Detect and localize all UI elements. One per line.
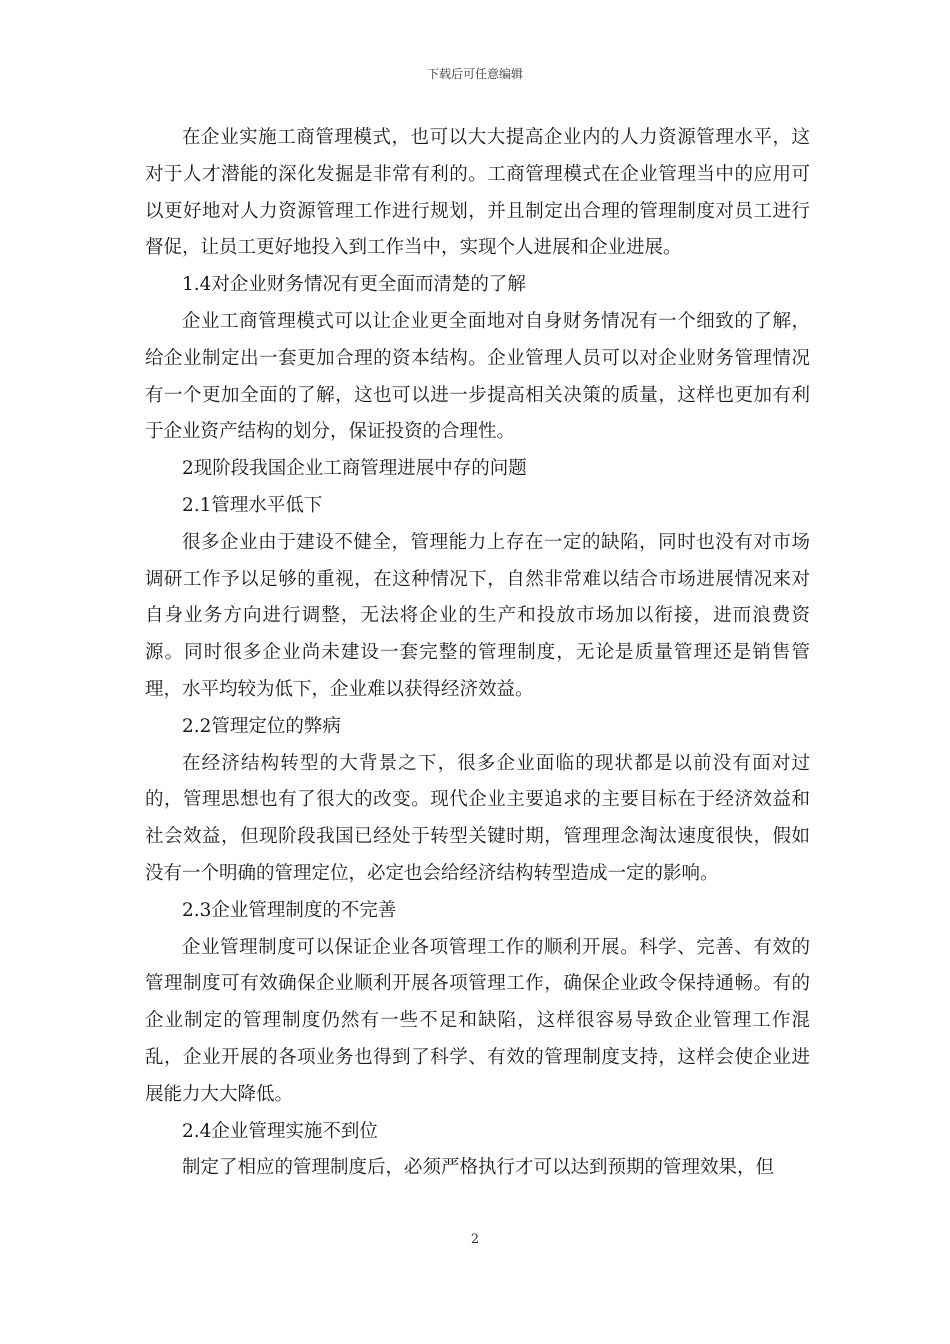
section-heading: 2.1管理水平低下 — [182, 494, 323, 516]
paragraph: 在经济结构转型的大背景之下，很多企业面临的现状都是以前没有面对过的，管理思想也有了很大的改变。现代企业主要追求的主要目标在于经济效益和社会效益，但现阶段我国已经处于转型关键时期，管理理念淘汰速度很快，假如没有一个明确的管理定位，必定也会给经济结构转型造成一定的影响。 — [145, 752, 810, 884]
section-heading: 2.4企业管理实施不到位 — [182, 1120, 378, 1142]
page-number: 2 — [470, 1232, 480, 1247]
section-heading: 2现阶段我国企业工商管理进展中存的问题 — [182, 458, 527, 480]
page-header: 下载后可任意编辑 — [426, 67, 523, 81]
paragraph: 企业管理制度可以保证企业各项管理工作的顺利开展。科学、完善、有效的管理制度可有效确保企业顺利开展各项管理工作，确保企业政令保持通畅。有的企业制定的管理制度仍然有一些不足和缺陷，这样很容易导致企业管理工作混乱，企业开展的各项业务也得到了科学、有效的管理制度支持，这样会使企业进展能力大大降低。 — [145, 936, 810, 1105]
section-heading: 2.2管理定位的弊病 — [182, 715, 341, 737]
section-heading: 2.3企业管理制度的不完善 — [182, 899, 397, 921]
paragraph: 企业工商管理模式可以让企业更全面地对自身财务情况有一个细致的了解，给企业制定出一套更加合理的资本结构。企业管理人员可以对企业财务管理情况有一个更加全面的了解，这也可以进一步提高相关决策的质量，这样也更加有利于企业资产结构的划分，保证投资的合理性。 — [145, 310, 810, 443]
paragraph: 在企业实施工商管理模式，也可以大大提高企业内的人力资源管理水平，这对于人才潜能的深化发掘是非常有利的。工商管理模式在企业管理当中的应用可以更好地对人力资源管理工作进行规划，并且制定出合理的管理制度对员工进行督促，让员工更好地投入到工作当中，实现个人进展和企业进展。 — [145, 127, 810, 259]
paragraph: 很多企业由于建设不健全，管理能力上存在一定的缺陷，同时也没有对市场调研工作予以足够的重视，在这种情况下，自然非常难以结合市场进展情况来对自身业务方向进行调整，无法将企业的生产和投放市场加以衔接，进而浪费资源。同时很多企业尚未建设一套完整的管理制度，无论是质量管理还是销售管理，水平均较为低下，企业难以获得经济效益。 — [145, 531, 810, 700]
document-body — [145, 120, 810, 1187]
paragraph: 制定了相应的管理制度后，必须严格执行才可以达到预期的管理效果，但 — [182, 1157, 775, 1179]
section-heading: 1.4对企业财务情况有更全面而清楚的了解 — [182, 274, 526, 296]
